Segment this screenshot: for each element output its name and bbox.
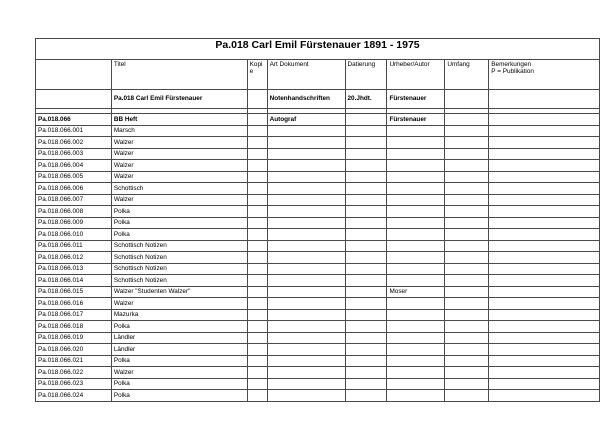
cell-signatur: Pa.018.066.019 [36,332,112,344]
cell-datierung [345,367,387,379]
summary-datierung: 20.Jhdt. [345,90,387,109]
cell-titel: Mazurka [111,309,247,321]
cell-art-dokument [267,275,345,287]
cell-datierung [345,298,387,310]
cell-urheber [387,378,445,390]
cell-art-dokument [267,367,345,379]
table-row [36,229,600,241]
cell-titel: Schottisch Notizen [111,263,247,275]
cell-urheber: Moser [387,286,445,298]
header-row [36,60,600,90]
cell-titel: Walzer [111,298,247,310]
cell-titel: Polka [111,355,247,367]
header-signatur [36,60,112,90]
cell-datierung [345,332,387,344]
table-row [36,206,600,218]
cell-datierung [345,309,387,321]
table-row [36,148,600,160]
cell-datierung [345,217,387,229]
cell-urheber: Fürstenauer [387,114,445,126]
table-row [36,298,600,310]
header-bemerkungen-line1: Bemerkungen [491,61,532,68]
cell-signatur: Pa.018.066.021 [36,355,112,367]
cell-kopie [247,332,267,344]
cell-umfang [445,229,489,241]
cell-bemerkungen [489,217,600,229]
cell-umfang [445,194,489,206]
inventory-table [35,38,600,402]
cell-signatur: Pa.018.066.020 [36,344,112,356]
cell-urheber [387,344,445,356]
cell-bemerkungen [489,367,600,379]
table-row [36,286,600,298]
cell-titel: Walzer [111,148,247,160]
table-row [36,355,600,367]
cell-art-dokument [267,160,345,172]
cell-umfang [445,114,489,126]
cell-kopie [247,125,267,137]
cell-bemerkungen [489,148,600,160]
cell-umfang [445,171,489,183]
cell-art-dokument [267,206,345,218]
cell-kopie [247,160,267,172]
cell-art-dokument [267,240,345,252]
cell-bemerkungen [489,332,600,344]
cell-kopie [247,114,267,126]
cell-urheber [387,275,445,287]
cell-bemerkungen [489,263,600,275]
cell-urheber [387,355,445,367]
table-row [36,344,600,356]
cell-bemerkungen [489,114,600,126]
table-row [36,378,600,390]
header-bemerkungen [489,60,600,90]
cell-urheber [387,171,445,183]
cell-bemerkungen [489,171,600,183]
cell-titel: Walzer "Studenten Walzer" [111,286,247,298]
table-row [36,137,600,149]
table-row [36,309,600,321]
cell-signatur: Pa.018.066.004 [36,160,112,172]
cell-datierung [345,240,387,252]
cell-urheber [387,229,445,241]
cell-signatur: Pa.018.066.002 [36,137,112,149]
cell-urheber [387,252,445,264]
header-art-dokument: Art Dokument [267,60,345,90]
cell-urheber [387,206,445,218]
cell-urheber [387,298,445,310]
cell-umfang [445,298,489,310]
cell-art-dokument [267,229,345,241]
cell-bemerkungen [489,160,600,172]
cell-titel: Polka [111,217,247,229]
cell-kopie [247,298,267,310]
cell-kopie [247,275,267,287]
cell-bemerkungen [489,344,600,356]
cell-signatur: Pa.018.066.018 [36,321,112,333]
cell-datierung [345,194,387,206]
cell-bemerkungen [489,309,600,321]
cell-signatur: Pa.018.066.022 [36,367,112,379]
cell-umfang [445,217,489,229]
cell-titel: Walzer [111,160,247,172]
cell-bemerkungen [489,206,600,218]
summary-titel: Pa.018 Carl Emil Fürstenauer [111,90,247,109]
cell-urheber [387,217,445,229]
summary-row [36,90,600,109]
cell-urheber [387,367,445,379]
cell-bemerkungen [489,137,600,149]
cell-signatur: Pa.018.066.007 [36,194,112,206]
cell-art-dokument [267,194,345,206]
cell-bemerkungen [489,355,600,367]
cell-datierung [345,160,387,172]
cell-signatur: Pa.018.066.012 [36,252,112,264]
cell-art-dokument [267,355,345,367]
cell-umfang [445,252,489,264]
header-urheber: Urheber/Autor [387,60,445,90]
cell-signatur: Pa.018.066.015 [36,286,112,298]
cell-titel: BB Heft [111,114,247,126]
cell-kopie [247,378,267,390]
summary-bemerkungen [489,90,600,109]
cell-kopie [247,263,267,275]
cell-kopie [247,137,267,149]
cell-bemerkungen [489,125,600,137]
cell-bemerkungen [489,378,600,390]
cell-umfang [445,183,489,195]
cell-urheber [387,321,445,333]
cell-umfang [445,367,489,379]
cell-kopie [247,344,267,356]
cell-urheber [387,183,445,195]
table-row [36,194,600,206]
cell-signatur: Pa.018.066.011 [36,240,112,252]
cell-art-dokument [267,148,345,160]
cell-kopie [247,171,267,183]
cell-bemerkungen [489,229,600,241]
cell-datierung [345,183,387,195]
cell-kopie [247,321,267,333]
cell-titel: Walzer [111,137,247,149]
summary-art: Notenhandschriften [267,90,345,109]
cell-datierung [345,137,387,149]
cell-datierung [345,206,387,218]
cell-signatur: Pa.018.066 [36,114,112,126]
cell-umfang [445,344,489,356]
cell-kopie [247,252,267,264]
cell-umfang [445,125,489,137]
cell-datierung [345,275,387,287]
cell-kopie [247,194,267,206]
cell-umfang [445,378,489,390]
cell-umfang [445,240,489,252]
cell-signatur: Pa.018.066.008 [36,206,112,218]
cell-kopie [247,390,267,402]
cell-datierung [345,125,387,137]
cell-art-dokument [267,332,345,344]
cell-titel: Ländler [111,332,247,344]
cell-titel: Polka [111,229,247,241]
header-bemerkungen-line2: P = Publikation [491,68,534,76]
table-row [36,125,600,137]
table-row [36,275,600,287]
cell-titel: Polka [111,321,247,333]
cell-titel: Polka [111,206,247,218]
summary-urheber: Fürstenauer [387,90,445,109]
cell-kopie [247,240,267,252]
cell-signatur: Pa.018.066.006 [36,183,112,195]
cell-titel: Walzer [111,171,247,183]
cell-art-dokument [267,390,345,402]
table-row [36,217,600,229]
cell-signatur: Pa.018.066.010 [36,229,112,241]
cell-bemerkungen [489,390,600,402]
cell-kopie [247,367,267,379]
cell-umfang [445,263,489,275]
cell-art-dokument [267,217,345,229]
cell-umfang [445,137,489,149]
cell-datierung [345,229,387,241]
cell-bemerkungen [489,252,600,264]
cell-art-dokument [267,286,345,298]
cell-urheber [387,390,445,402]
cell-bemerkungen [489,240,600,252]
cell-kopie [247,355,267,367]
cell-titel: Schottisch [111,183,247,195]
cell-datierung [345,114,387,126]
cell-titel: Schottisch Notizen [111,240,247,252]
cell-kopie [247,229,267,241]
table-row [36,114,600,126]
cell-umfang [445,206,489,218]
cell-datierung [345,378,387,390]
cell-art-dokument [267,125,345,137]
summary-signatur [36,90,112,109]
cell-art-dokument [267,309,345,321]
cell-titel: Walzer [111,367,247,379]
header-titel: Titel [111,60,247,90]
cell-signatur: Pa.018.066.013 [36,263,112,275]
header-umfang: Umfang [445,60,489,90]
cell-datierung [345,355,387,367]
cell-signatur: Pa.018.066.001 [36,125,112,137]
summary-kopie [247,90,267,109]
table-row [36,367,600,379]
cell-urheber [387,332,445,344]
cell-datierung [345,321,387,333]
cell-urheber [387,240,445,252]
cell-urheber [387,194,445,206]
table-row [36,171,600,183]
cell-datierung [345,148,387,160]
cell-kopie [247,183,267,195]
cell-titel: Polka [111,378,247,390]
table-row [36,332,600,344]
cell-umfang [445,286,489,298]
cell-datierung [345,171,387,183]
cell-bemerkungen [489,183,600,195]
cell-art-dokument [267,171,345,183]
cell-signatur: Pa.018.066.005 [36,171,112,183]
cell-kopie [247,286,267,298]
cell-signatur: Pa.018.066.023 [36,378,112,390]
cell-kopie [247,148,267,160]
cell-art-dokument [267,263,345,275]
cell-signatur: Pa.018.066.017 [36,309,112,321]
cell-signatur: Pa.018.066.014 [36,275,112,287]
cell-titel: Ländler [111,344,247,356]
cell-urheber [387,160,445,172]
cell-urheber [387,125,445,137]
cell-titel: Marsch [111,125,247,137]
summary-umfang [445,90,489,109]
cell-urheber [387,263,445,275]
cell-signatur: Pa.018.066.016 [36,298,112,310]
cell-datierung [345,390,387,402]
cell-art-dokument [267,298,345,310]
cell-bemerkungen [489,321,600,333]
cell-signatur: Pa.018.066.003 [36,148,112,160]
cell-urheber [387,137,445,149]
cell-art-dokument [267,183,345,195]
cell-art-dokument [267,344,345,356]
document-title: Pa.018 Carl Emil Fürstenauer 1891 - 1975 [36,39,600,60]
cell-umfang [445,332,489,344]
cell-kopie [247,217,267,229]
cell-datierung [345,286,387,298]
cell-datierung [345,252,387,264]
cell-signatur: Pa.018.066.009 [36,217,112,229]
cell-art-dokument [267,252,345,264]
cell-urheber [387,148,445,160]
cell-umfang [445,309,489,321]
cell-art-dokument [267,137,345,149]
cell-bemerkungen [489,194,600,206]
table-row [36,160,600,172]
cell-datierung [345,263,387,275]
cell-titel: Walzer [111,194,247,206]
cell-kopie [247,309,267,321]
cell-titel: Schottisch Notizen [111,252,247,264]
cell-kopie [247,206,267,218]
cell-titel: Polka [111,390,247,402]
header-kopie: Kopie [247,60,267,90]
table-row [36,252,600,264]
cell-art-dokument [267,321,345,333]
table-row [36,321,600,333]
cell-umfang [445,390,489,402]
cell-bemerkungen [489,286,600,298]
header-datierung: Datierung [345,60,387,90]
table-row [36,263,600,275]
cell-bemerkungen [489,275,600,287]
cell-art-dokument: Autograf [267,114,345,126]
table-row [36,390,600,402]
cell-datierung [345,344,387,356]
cell-umfang [445,160,489,172]
cell-umfang [445,275,489,287]
cell-signatur: Pa.018.066.024 [36,390,112,402]
cell-bemerkungen [489,298,600,310]
cell-umfang [445,148,489,160]
table-row [36,183,600,195]
cell-umfang [445,355,489,367]
table-row [36,240,600,252]
cell-urheber [387,309,445,321]
cell-art-dokument [267,378,345,390]
cell-umfang [445,321,489,333]
cell-titel: Schottisch Notizen [111,275,247,287]
